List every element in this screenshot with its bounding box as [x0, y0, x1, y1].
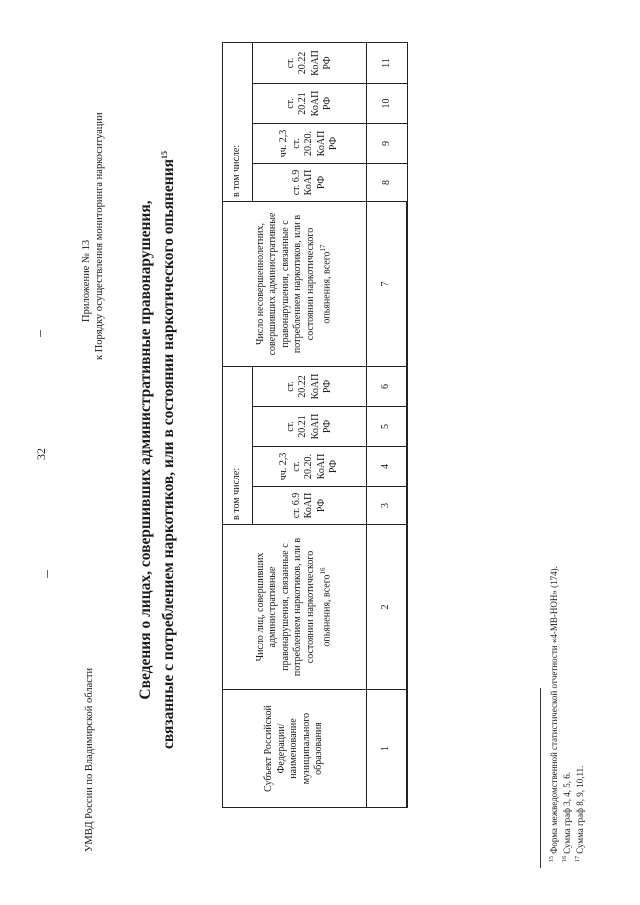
- footnote-16-text: Сумма граф 3, 4, 5, 6.: [562, 771, 572, 854]
- footnote-16-num: 16: [562, 856, 568, 862]
- document-title: [136, 70, 178, 830]
- footnote-ref-16: 16: [319, 567, 328, 575]
- page-number: 32: [34, 448, 48, 460]
- header-total-minors: [223, 201, 367, 366]
- subheader-20-22-minors: ст. 20.22 КоАП РФ: [253, 43, 367, 83]
- footnote-17-text: Сумма граф 8, 9, 10,11.: [575, 765, 585, 854]
- footnote-separator: [540, 688, 541, 868]
- footnote-17: [573, 566, 586, 862]
- appendix-label: [80, 112, 106, 360]
- col-number-6: 6: [367, 366, 407, 406]
- subheader-6-9: ст. 6.9 КоАП РФ: [253, 486, 367, 524]
- footnote-15-text: Форма межведомственной статистической отчетности «4-МВ-НОН» (174).: [549, 566, 559, 854]
- scan-mark-bottom: [47, 570, 48, 578]
- footnotes: [547, 566, 586, 862]
- col-number-8: 8: [367, 163, 407, 201]
- including-label-2: в том числе:: [223, 43, 253, 201]
- title-line-1: Сведения о лицах, совершивших административные правонарушения,: [137, 200, 154, 700]
- col-number-3: 3: [367, 486, 407, 524]
- title-line-2-text: связанные с потреблением наркотиков, или в состоянии наркотического опьянения: [160, 158, 178, 750]
- col-number-7: 7: [367, 201, 407, 366]
- statistics-table: [222, 42, 408, 808]
- header-region: Субъект Российской Федерации/ наименование муниципального образования: [223, 689, 367, 807]
- appendix-line-1: Приложение № 13: [81, 239, 92, 322]
- header-total-persons-text: Число лиц, совершивших административные правонарушения, связанные с потреблением наркотиков, или в состоянии наркотического опьянения, всего: [254, 537, 333, 677]
- col-number-4: 4: [367, 446, 407, 486]
- col-number-10: 10: [367, 83, 407, 123]
- header-total-minors-text: Число несовершеннолетних, совершивших административные правонарушения, связанные с потреблением наркотиков, или в состоянии наркотического опьянения, всего: [254, 212, 333, 356]
- subheader-20-22: ст. 20.22 КоАП РФ: [253, 366, 367, 406]
- subheader-20-21-minors: ст. 20.21 КоАП РФ: [253, 83, 367, 123]
- col-number-5: 5: [367, 406, 407, 446]
- footnote-15: [547, 566, 560, 862]
- footnote-16: [560, 566, 573, 862]
- footnote-ref-17: 17: [319, 244, 328, 252]
- subheader-6-9-minors: ст. 6.9 КоАП РФ: [253, 163, 367, 201]
- subheader-20-21: ст. 20.21 КоАП РФ: [253, 406, 367, 446]
- footnote-15-num: 15: [549, 856, 555, 862]
- col-number-2: 2: [367, 524, 407, 689]
- title-footnote-ref: 15: [160, 150, 169, 159]
- scan-mark-top: [40, 330, 41, 337]
- col-number-11: 11: [380, 58, 392, 68]
- header-total-persons: [223, 524, 367, 689]
- footnote-17-num: 17: [575, 856, 581, 862]
- appendix-line-2: к Порядку осуществления мониторинга наркоситуации: [94, 112, 105, 360]
- organization-name: УМВД России по Владимирской области: [84, 667, 95, 852]
- title-line-2: [155, 70, 178, 830]
- subheader-20-20: чч. 2,3 ст. 20.20. КоАП РФ: [253, 446, 367, 486]
- col-number-9: 9: [367, 123, 407, 163]
- subheader-20-20-minors: чч. 2,3 ст. 20.20. КоАП РФ: [253, 123, 367, 163]
- including-label-1: в том числе:: [223, 366, 253, 524]
- col-number-1: 1: [367, 689, 407, 807]
